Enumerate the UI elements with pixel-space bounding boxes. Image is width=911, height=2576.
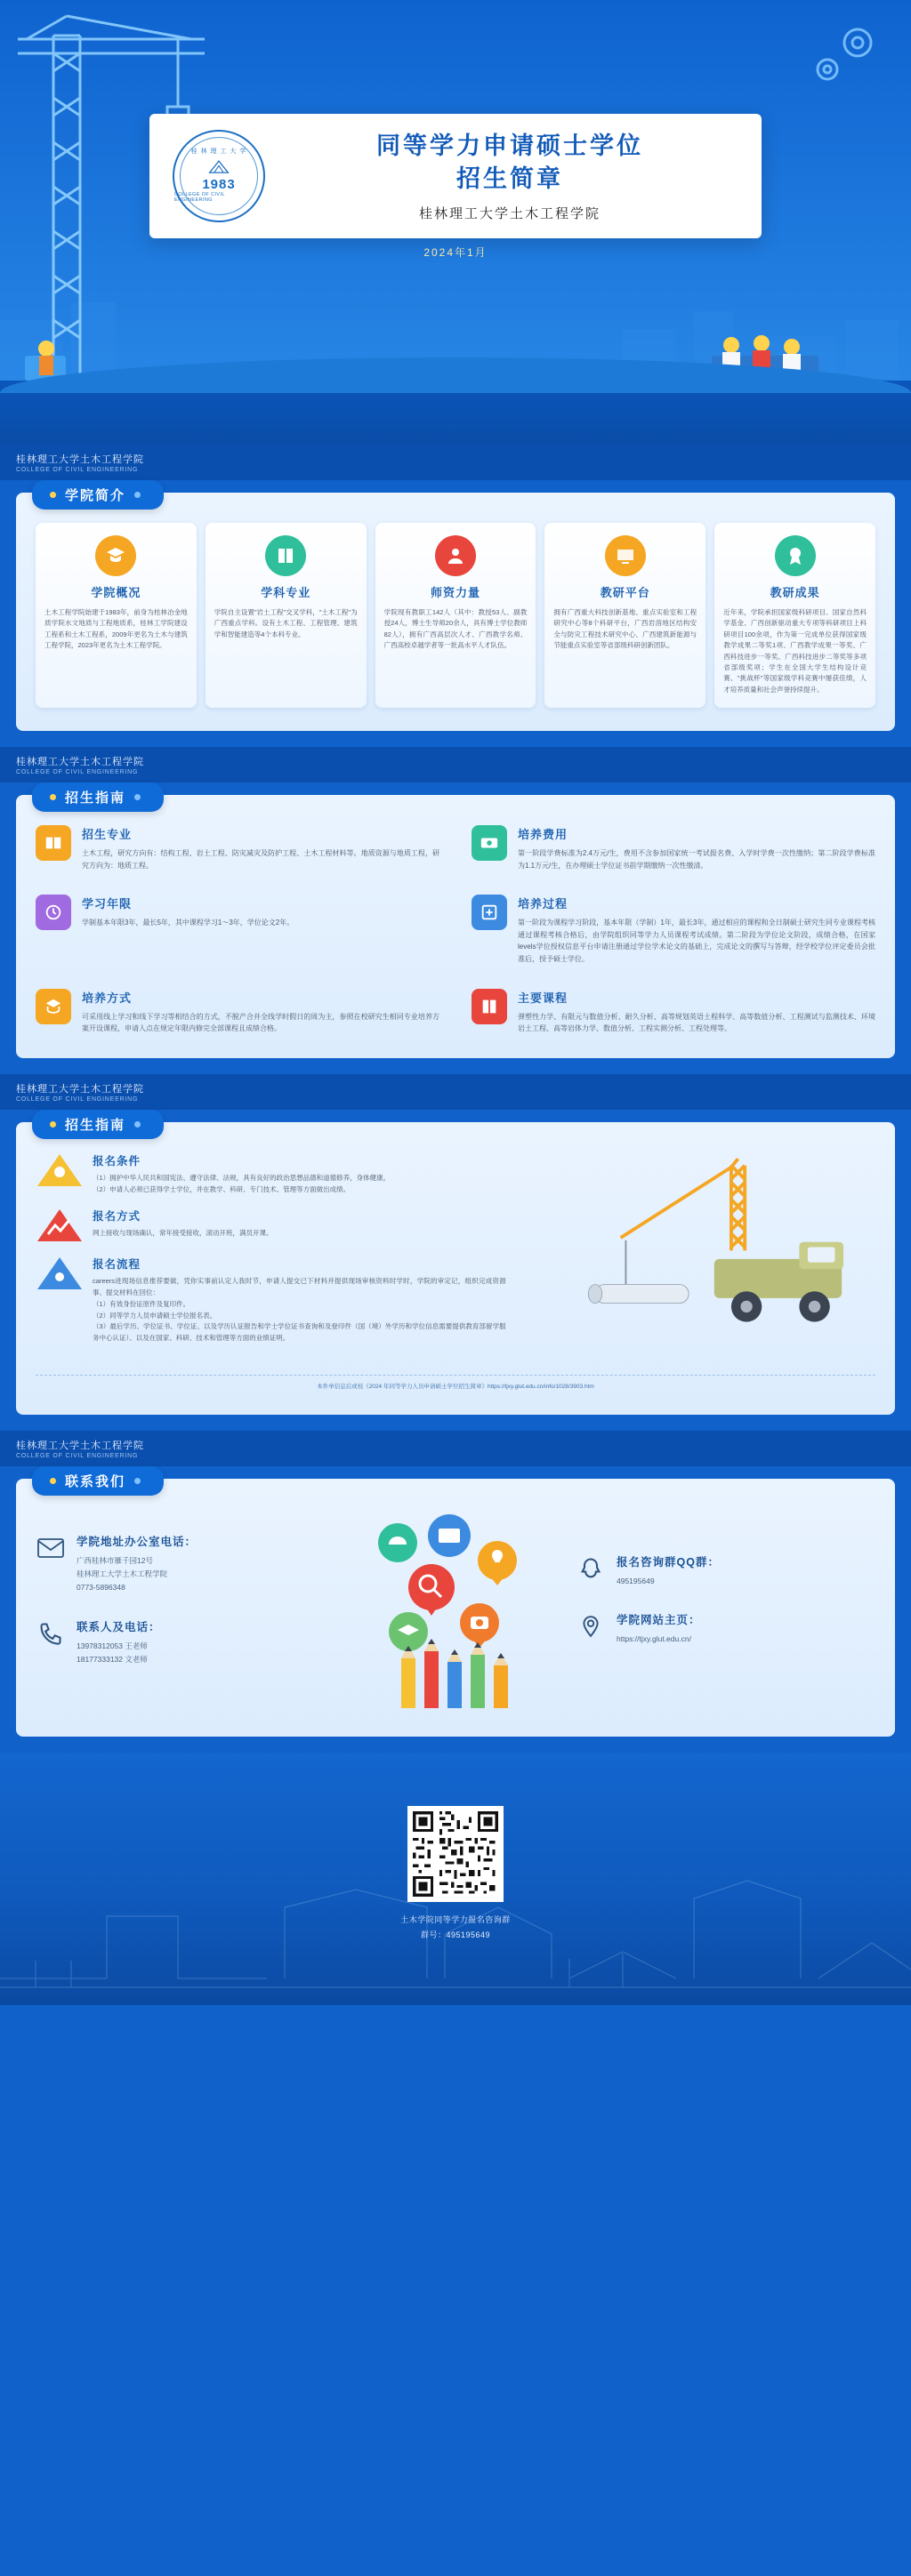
heading-text: 联系我们 [65,1474,126,1490]
brand-en: COLLEGE OF CIVIL ENGINEERING [16,769,139,775]
pencils-illustration [344,1509,567,1713]
step-line: （1）拥护中华人民共和国宪法、遵守法律、法规，具有良好的政治思想品德和道德修养，身体健康。 [93,1173,391,1182]
crane-illustration [519,1152,875,1366]
heading-dot-icon [50,1121,56,1128]
poster-title-line1: 同等学力申请硕士学位 [376,132,643,160]
step-marker-3-icon [36,1256,84,1291]
footer-line-2: 群号：495195649 [420,1930,491,1940]
lab-icon [605,535,646,576]
major-icon [36,825,71,861]
guide-title: 培养方式 [82,991,133,1005]
location-icon [576,1611,606,1641]
brand-bar [0,445,911,480]
heading-dot-icon [50,794,56,800]
guide-item [36,825,439,871]
section-heading-guide2 [32,1110,164,1139]
step-title: 报名流程 [93,1258,141,1272]
brand-bar [0,747,911,782]
contact-block [36,1533,335,1595]
heading-text: 招生指南 [65,790,126,806]
heading-tail-icon [134,1478,141,1484]
contact-title: 学院地址办公室电话： [77,1535,198,1548]
brand-bar [0,1074,911,1110]
crane-truck-icon [519,1152,875,1361]
intro-card [714,523,875,708]
contact-block [36,1618,335,1667]
guide-item-list [36,825,875,1035]
intro-card [206,523,367,708]
guide-text: 土木工程，研究方向有：结构工程、岩土工程、防灾减灾及防护工程、土木工程材料等。地质资源与地质工程，研究方向为：地质工程。 [82,849,439,870]
step-title: 报名方式 [93,1210,141,1224]
contact-title: 报名咨询群QQ群： [617,1555,720,1569]
guide-item [36,989,439,1035]
guide-item [472,825,875,871]
contact-panel [16,1474,895,1737]
apply-note: 本件单信息后或校《2024 年同等学力人员申请硕士学位招生简章》https://tjxy.glut.edu.cn/info/1028/3903.htm [36,1375,875,1392]
book-icon [265,535,306,576]
heading-tail-icon [134,794,141,800]
contact-left-column [36,1533,335,1689]
brand-en: COLLEGE OF CIVIL ENGINEERING [16,467,139,473]
footer-line-1: 土木学院同等学力报名咨询群 [400,1915,511,1925]
guide-text: 可采用线上学习和线下学习等相结合的方式，不脱产合并全线学时假日的周为主，参照在校研究生相同专业培养方案开设课程，申请人点在规定年限内修完全部课程且成绩合格。 [82,1012,439,1033]
apply-step [36,1152,506,1196]
heading-dot-icon [50,1478,56,1484]
process-icon [472,895,507,930]
step-line: （2）同等学力人员申请硕士学位报名表。 [93,1311,217,1320]
heading-text: 招生指南 [65,1117,126,1133]
poster-date: 2024年1月 [423,246,488,259]
hero-banner [0,0,911,445]
card-text: 学院自主设置"岩土工程"交叉学科，"土木工程"为广西重点学科。设有土木工程、工程管理、建筑学和智能建造等4个本科专业。 [214,608,358,638]
apply-step-list [36,1152,506,1366]
clock-icon [36,895,71,930]
step-line: （2）申请人必须已获得学士学位，并在教学、科研、专门技术、管理等方面做出成绩。 [93,1184,351,1193]
heading-dot-icon [50,492,56,498]
apply-step [36,1256,506,1344]
phone-icon [36,1618,66,1649]
award-icon [775,535,816,576]
course-icon [472,989,507,1024]
school-icon [95,535,136,576]
section-contact [0,1431,911,1753]
contact-line: 0773-5896348 [77,1583,125,1593]
qq-icon [576,1553,606,1584]
guide-title: 学习年限 [82,897,133,911]
university-seal [173,130,265,222]
brand-en: COLLEGE OF CIVIL ENGINEERING [16,1453,139,1460]
footer [0,1753,911,2005]
section-heading-contact [32,1466,164,1496]
bubbles-pencils-icon [344,1509,567,1713]
section-heading-guide1 [32,782,164,812]
card-title: 师资力量 [430,586,480,599]
seal-top-text: 桂 林 理 工 大 学 [190,148,247,155]
guide-text: 弹塑性力学、有限元与数值分析、耐久分析、高等规划英语土程科学、高等数值分析、工程测试与监测技术、环境岩土工程、高等岩体力学、数值分析、工程实测分析、工程处理等。 [518,1012,875,1033]
brand-cn: 桂林理工大学土木工程学院 [16,757,144,767]
contact-line: 495195649 [617,1576,655,1585]
card-title: 学院概况 [91,586,141,599]
guide-title: 培养过程 [518,897,568,911]
heading-tail-icon [134,492,141,498]
guide-title: 招生专业 [82,828,133,841]
guide-text: 学制基本年限3年，最长5年，其中课程学习1～3年，学位论文2年。 [82,919,294,927]
guide-item [36,895,439,965]
card-text: 学院现有教职工142人（其中：教授53人、副教授24人，博士生导师20余人，具有博士学位教师82人），拥有广西高层次人才、广西教学名师、广西高校卓越学者等一批高水平人才队伍。 [383,608,528,650]
section-guide-1 [0,747,911,1074]
brand-cn: 桂林理工大学土木工程学院 [16,454,144,465]
poster-subtitle: 桂林理工大学土木工程学院 [418,205,601,221]
guide-item [472,895,875,965]
guide-item [472,989,875,1035]
contact-title: 学院网站主页： [617,1614,701,1627]
brand-en: COLLEGE OF CIVIL ENGINEERING [16,1095,139,1103]
intro-card [544,523,705,708]
guide-text: 第一阶段学费标准为2.4万元/生，费用不含参加国家统一考试报名费、入学时学费一次性缴纳；第二阶段学费标准为1.1万元/生，在办理硕士学位证书前学期缴纳一次性缴清。 [518,849,875,870]
seal-bottom-text: COLLEGE OF CIVIL ENGINEERING [174,191,225,203]
card-title: 教研成果 [770,586,820,599]
card-text: 近年来，学院承担国家级科研项目、国家自然科学基金、广西创新驱动重大专项等科研项目上科研项目100余项，作为第一完成单位获得国家级教学成果二等奖1项、广西教学成果一等奖、广西科技进步一等奖、广西科技进步二等奖等多项省部级奖项；学生在全国大学生结构设计竞赛、"挑战杯"等国家级学科竞赛中屡获佳绩，人才培养质量和社会声誉持续提升。 [723,608,867,694]
intro-card [375,523,536,708]
card-title: 学科专业 [261,586,311,599]
apply-panel [16,1117,895,1415]
card-title: 教研平台 [600,586,650,599]
brand-bar [0,1431,911,1466]
guide-title: 主要课程 [518,991,568,1005]
contact-line: 桂林理工大学土木工程学院 [77,1569,168,1579]
mail-icon [36,1533,66,1563]
card-text: 拥有广西重大科技创新基地、重点实验室和工程研究中心等8个科研平台，广西岩溶地区结构安全与防灾工程技术研究中心、广西建筑新能源与节能重点实验室等省部级科研创新团队。 [553,608,697,650]
mode-icon [36,989,71,1024]
guide-panel [16,790,895,1058]
heading-text: 学院简介 [65,488,126,503]
brand-cn: 桂林理工大学土木工程学院 [16,1440,144,1452]
skyline-decoration [0,1854,911,2005]
heading-tail-icon [134,1121,141,1128]
contact-right-column [576,1553,875,1670]
contact-line: 18177333132 文老师 [77,1655,148,1665]
section-guide-2 [0,1074,911,1431]
intro-card [36,523,197,708]
section-heading-intro [32,480,164,510]
fee-icon [472,825,507,861]
brand-cn: 桂林理工大学土木工程学院 [16,1083,144,1095]
intro-panel [16,488,895,731]
seal-year: 1983 [202,176,236,192]
contact-line: 13978312053 王老师 [77,1641,148,1650]
guide-title: 培养费用 [518,828,568,841]
contact-title: 联系人及电话： [77,1620,161,1633]
contact-line: 广西桂林市雁千园12号 [77,1555,153,1565]
contact-line[interactable]: https://tjxy.glut.edu.cn/ [617,1634,691,1644]
card-text: 土木工程学院始建于1983年，前身为桂林冶金地质学院水文地质与工程地质系，桂林工学院建设工程系和土木工程系，2009年更名为土木与建筑工程学院，2023年更名为土木工程学院。 [44,608,188,650]
apply-step [36,1208,506,1243]
step-marker-1-icon [36,1152,84,1188]
guide-text: 第一阶段为课程学习阶段，基本年限（学制）1年，最长3年，通过相应的课程和全日制硕士研究生同专业课程考核通过课程考核合格后，由学院组织同等学力人员课程考试成绩。第二阶段为学位论文阶段，成绩合格，在国家levels学位授权信息平台申请注册通过学位学术论文的基础上，完成论文的撰写与答辩，经学校学位评定委员会批准后，授予硕士学位。 [518,919,875,963]
contact-block [576,1553,875,1588]
section-intro [0,445,911,747]
contact-block [576,1611,875,1646]
step-line: （3）最后学历、学位证书、学位证、以及学历认证报告和学士学位证书查询和及登印件（国（境）外学历和学位信息需要提供教育部留学服务中心认证）、以及在国家、科研、技术和管理等方面的业绩证明。 [93,1322,506,1342]
step-title: 报名条件 [93,1154,141,1168]
step-line: （1）有效身份证原件及复印件。 [93,1299,190,1308]
intro-card-list [36,523,875,708]
teacher-icon [435,535,476,576]
step-marker-2-icon [36,1208,84,1243]
step-line: 网上接收与现场确认，常年接受接收，滚动开班，满员开课。 [93,1229,273,1238]
poster-title-line2: 招生简章 [456,165,563,192]
step-line: careers进现场信息推荐要做，凭你实事前认定人我时节，申请人提交已下材料并提供现场审核资料时学时，学院的审定记，组织完成资源事、提交材料在回位： [93,1277,506,1296]
title-card [149,114,762,238]
